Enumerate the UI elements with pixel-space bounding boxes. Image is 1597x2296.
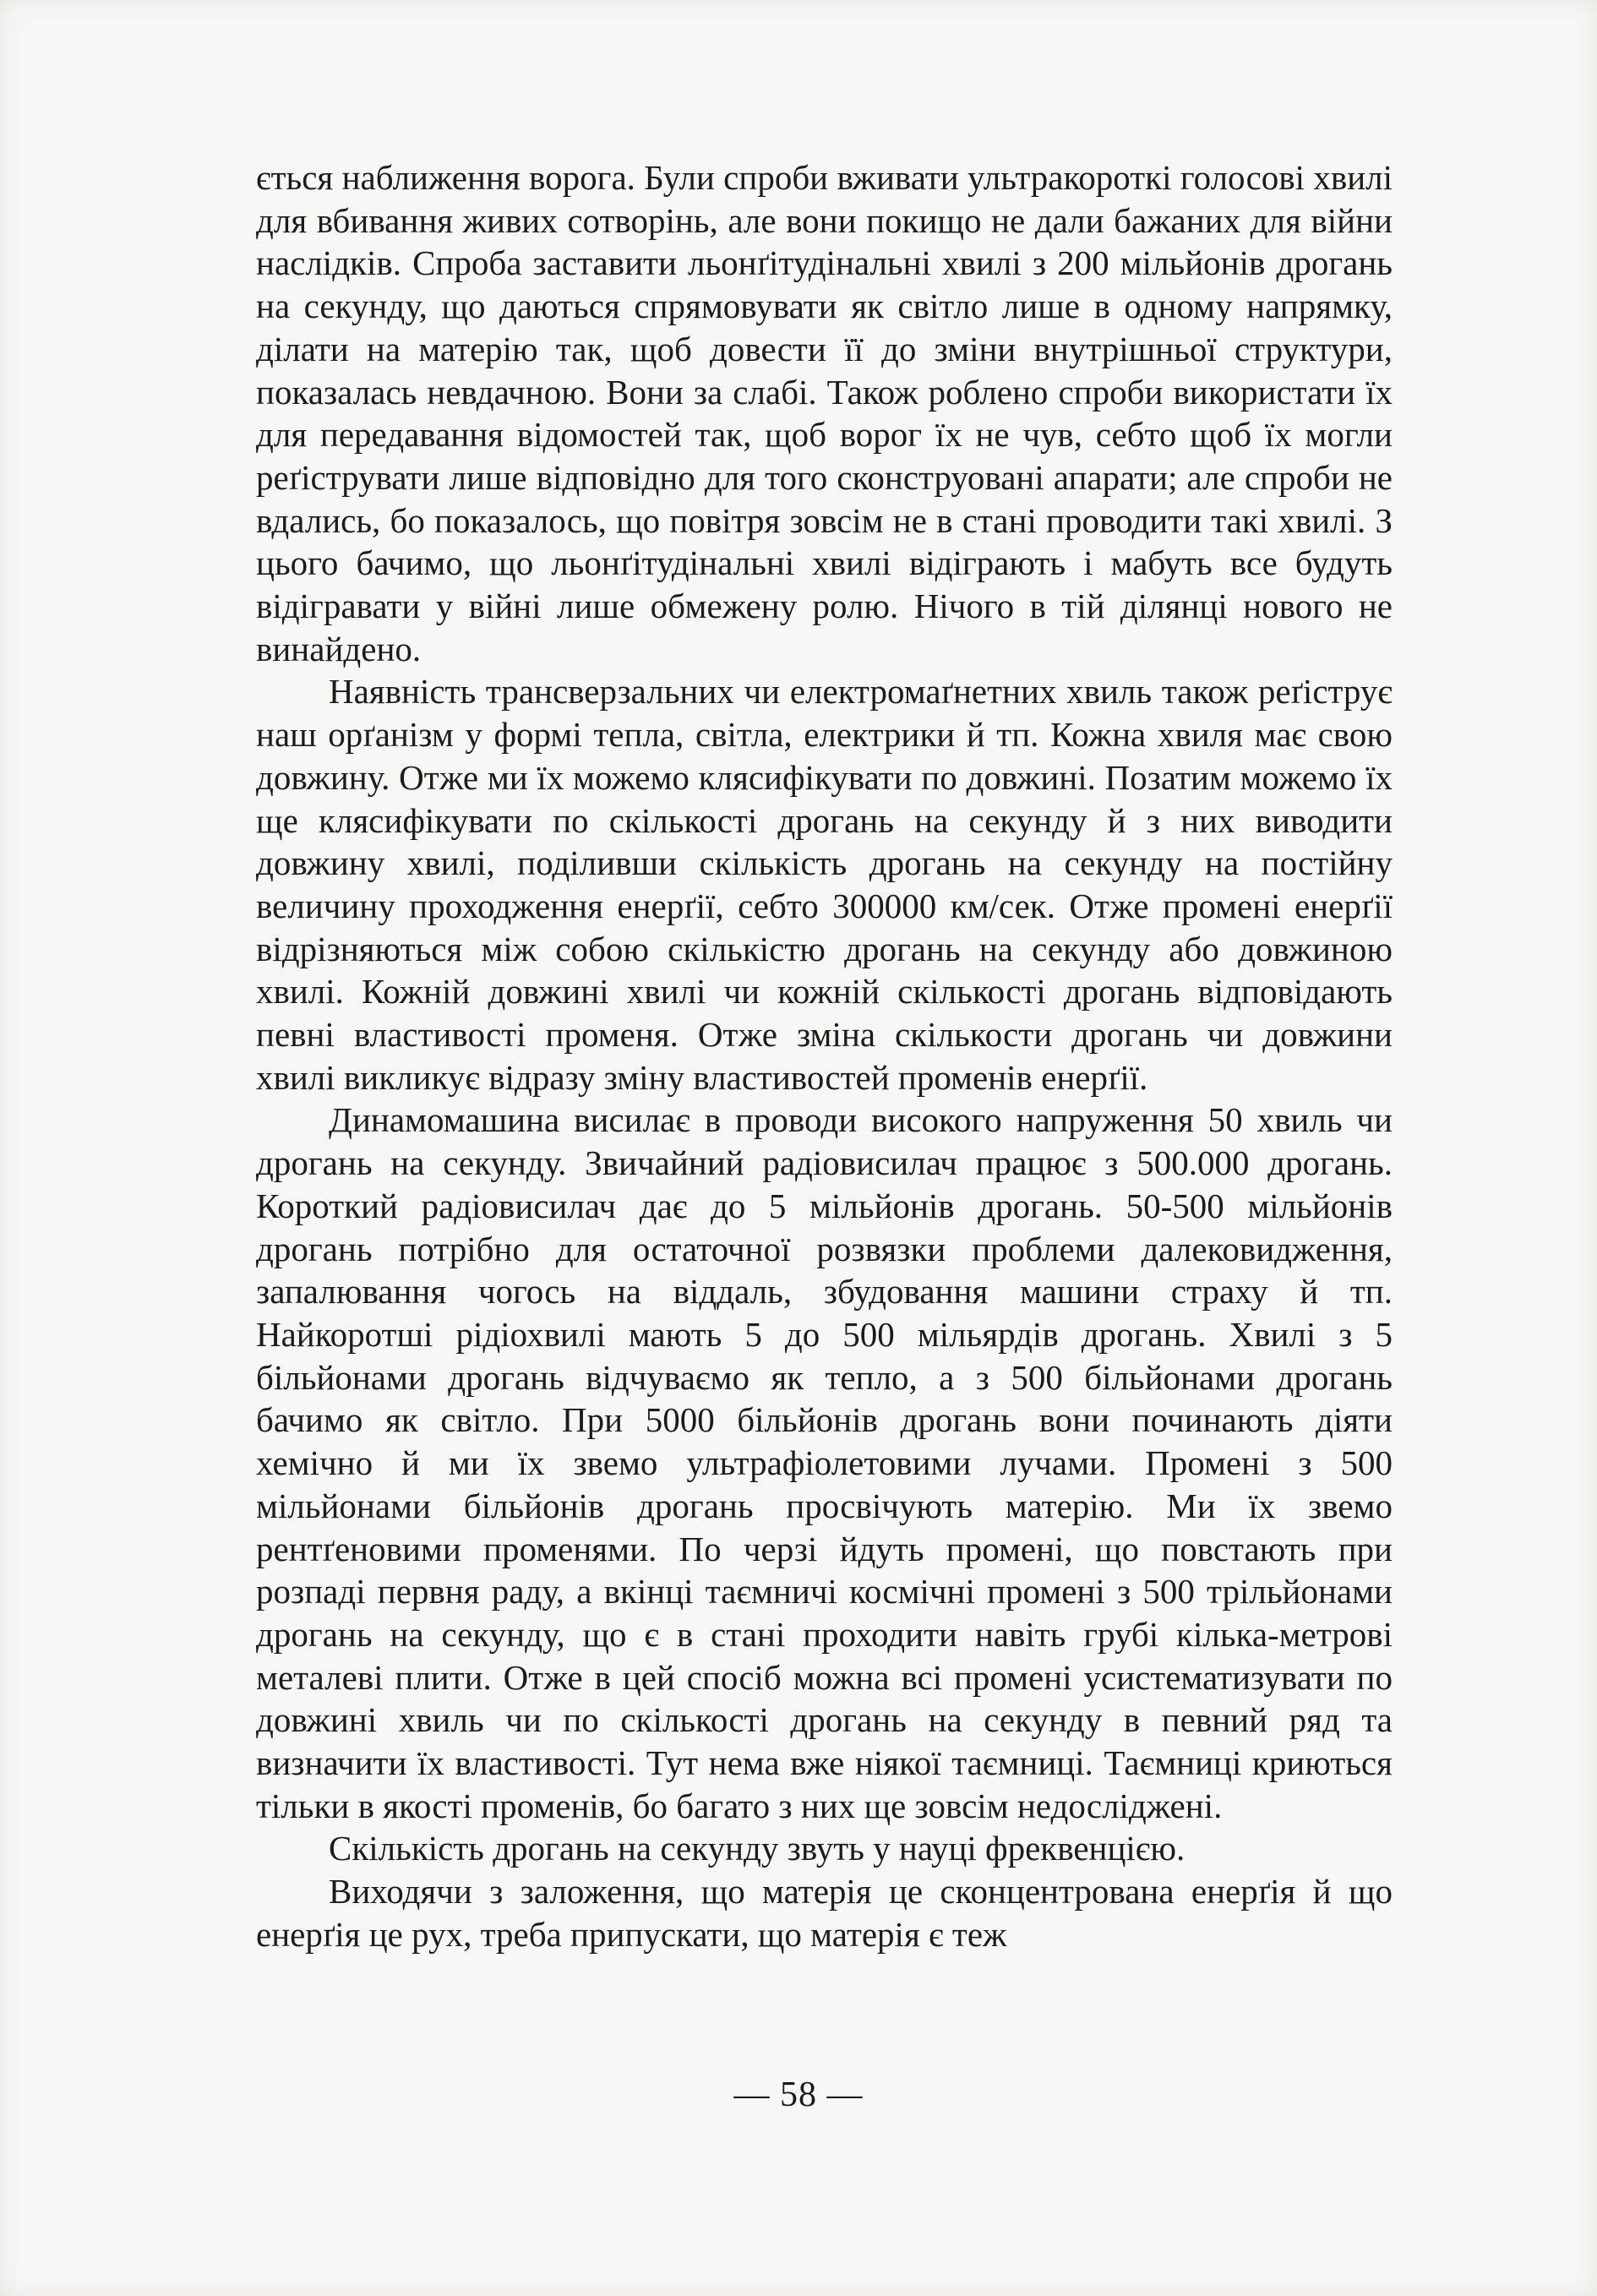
paragraph-4: Скількість дрогань на секунду звуть у науці фреквенцією.	[329, 1829, 1185, 1868]
page-number: — 58 —	[733, 2075, 864, 2114]
paragraph-2: Наявність трансверзальних чи електромаґнетних хвиль також реґіструє наш орґанізм у формі тепла, світла, електрики й тп. Кожна хвиля має свою довжину. Отже ми їх можемо клясифікувати по довжині. Позатим можемо їх ще клясифікувати по скількості дрогань на секунду й з них виводити довжину хвилі, поділивши скількість дрогань на секунду на постійну величину проходження енерґії, себто 300000 км/сек. Отже промені енерґії відрізняються між собою скількістю дрогань на секунду або довжиною хвилі. Кожній довжині хвилі чи кожній скількості дрогань відповідають певні властивості променя. Отже зміна скількости дрогань чи довжини хвилі викликує відразу зміну властивостей променів енерґії.	[256, 672, 1393, 1097]
body-text	[256, 156, 1393, 1956]
paragraph-1: ється наближення ворога. Були спроби вживати ультракороткі голосові хвилі для вбивання живих сотворінь, але вони покищо не дали бажаних для війни наслідків. Спроба заставити льонґітудінальні хвилі з 200 мільйонів дрогань на секунду, що даються спрямовувати як світло лише в одному напрямку, ділати на матерію так, щоб довести її до зміни внутрішньої структури, показалась невдачною. Вони за слабі. Також роблено спроби використати їх для передавання відомостей так, щоб ворог їх не чув, себто щоб їх могли реґіструвати лише відповідно для того сконструовані апарати; але спроби не вдались, бо показалось, що повітря зовсім не в стані проводити такі хвилі. З цього бачимо, що льонґітудінальні хвилі відіграють і мабуть все будуть відігравати у війні лише обмежену ролю. Нічого в тій ділянці нового не винайдено.	[256, 158, 1393, 668]
paragraph-3: Динамомашина висилає в проводи високого напруження 50 хвиль чи дрогань на секунду. Звичайний радіовисилач працює з 500.000 дрогань. Короткий радіовисилач дає до 5 мільйонів дрогань. 50-500 мільйонів дрогань потрібно для остаточної розвязки проблеми далековидження, запалювання чогось на віддаль, збудовання машини страху й тп. Найкоротші рідіохвилі мають 5 до 500 мільярдів дрогань. Хвилі з 5 більйонами дрогань відчуваємо як тепло, а з 500 більйонами дрогань бачимо як світло. При 5000 більйонів дрогань вони починають діяти хемічно й ми їх звемо ультрафіолетовими лучами. Промені з 500 мільйонами більйонів дрогань просвічують матерію. Ми їх звемо рентґеновими променями. По черзі йдуть промені, що повстають при розпаді первня раду, а вкінці таємничі космічні промені з 500 трільйонами дрогань на секунду, що є в стані проходити навіть грубі кілька-метрові металеві плити. Отже в цей спосіб можна всі промені усистематизувати по довжині хвиль чи по скількості дрогань на секунду в певний ряд та визначити їх властивості. Тут нема вже ніякої таємниці. Таємниці криються тільки в якості променів, бо багато з них ще зовсім недосліджені.	[256, 1100, 1393, 1825]
paragraph-5: Виходячи з заложення, що матерія це сконцентрована енерґія й що енерґія це рух, треба припускати, що матерія є теж	[256, 1872, 1393, 1954]
